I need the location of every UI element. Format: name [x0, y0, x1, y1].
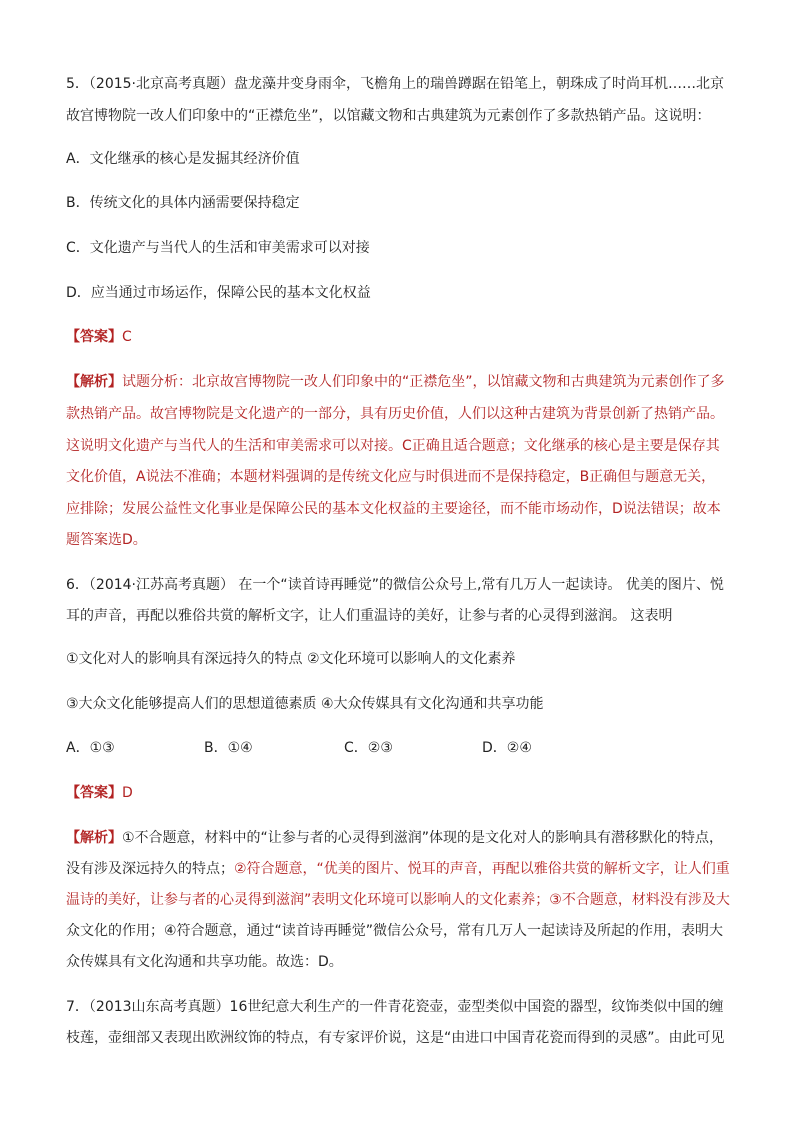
q6-statements-2: ③大众文化能够提高人们的思想道德素质 ④大众传媒具有文化沟通和共享功能: [66, 696, 544, 712]
q5-stem-line1: 5．（2015·北京高考真题）盘龙藻井变身雨伞，飞檐角上的瑞兽蹲踞在铅笔上，朝珠成了时尚耳机……北京: [66, 76, 724, 92]
q5-answer-value: C: [122, 329, 132, 345]
q6-stem-line2: 耳的声音，再配以雅俗共赏的解析文字，让人们重温诗的美好，让参与者的心灵得到滋润。 这表明: [66, 608, 673, 624]
q5-answer-label: 【答案】: [66, 329, 122, 345]
q7-stem-line2: 枝莲，壶细部又表现出欧洲纹饰的特点，有专家评价说，这是“由进口中国青花瓷而得到的灵感”。由此可见: [66, 1030, 725, 1046]
q6-analysis-line4: 众文化的作用；④符合题意，通过“读首诗再睡觉”微信公众号，常有几万人一起读诗及所起的作用，表明大: [66, 923, 724, 939]
q6-option-b: B．①④: [204, 740, 253, 756]
q5-analysis-label: 【解析】: [66, 374, 122, 390]
q6-analysis-line3: [66, 890, 734, 910]
q6-analysis-line5: 众传媒具有文化沟通和共享功能。故选：D。: [66, 954, 343, 970]
q6-analysis-label: 【解析】: [66, 830, 122, 846]
q6-analysis-text3b: ③不合题意，材料没有涉及大: [549, 892, 730, 908]
q6-analysis-text3a: 温诗的美好，让参与者的心灵得到滋润”表明文化环境可以影响人的文化素养；: [66, 892, 550, 908]
q5-answer: [66, 327, 734, 347]
q6-answer: [66, 783, 734, 803]
q6-answer-label: 【答案】: [66, 785, 122, 801]
q5-analysis-line5: 应排除；发展公益性文化事业是保障公民的基本文化权益的主要途径，而不能市场动作，D说法错误；故本: [66, 501, 721, 517]
q6-statements-1: ①文化对人的影响具有深远持久的特点 ②文化环境可以影响人的文化素养: [66, 651, 516, 667]
q6-analysis-line2: [66, 859, 734, 879]
q6-stem-line1: 6．（2014·江苏高考真题） 在一个“读首诗再睡觉”的微信公众号上,常有几万人一起读诗。 优美的图片、悦: [66, 577, 724, 593]
q5-option-b: B．传统文化的具体内涵需要保持稳定: [66, 195, 300, 211]
q5-option-a: A．文化继承的核心是发掘其经济价值: [66, 151, 300, 167]
q5-analysis-text1: 试题分析：北京故宫博物院一改人们印象中的“正襟危坐”，以馆藏文物和古典建筑为元素创作了多: [122, 374, 725, 390]
q6-option-d: D．②④: [482, 740, 532, 756]
q5-option-c: C．文化遗产与当代人的生活和审美需求可以对接: [66, 240, 370, 256]
q5-analysis-line6: 题答案选D。: [66, 532, 147, 548]
q6-analysis-text2a: 没有涉及深远持久的特点；: [66, 861, 234, 877]
q5-stem-line2: 故宫博物院一改人们印象中的“正襟危坐”，以馆藏文物和古典建筑为元素创作了多款热销产品。这说明：: [66, 108, 711, 124]
q5-analysis-line1: [66, 372, 734, 392]
q6-analysis-line1: [66, 828, 734, 848]
q6-option-a: A．①③: [66, 740, 115, 756]
q6-option-c: C．②③: [344, 740, 393, 756]
q7-stem-line1: 7．（2013山东高考真题）16世纪意大利生产的一件青花瓷壶，壶型类似中国瓷的器型，纹饰类似中国的缠: [66, 999, 724, 1015]
q5-analysis-line4: 文化价值，A说法不准确；本题材料强调的是传统文化应与时俱进而不是保持稳定，B正确但与题意无关，: [66, 469, 716, 485]
q6-analysis-text1: ①不合题意，材料中的“让参与者的心灵得到滋润”体现的是文化对人的影响具有潜移默化的特点，: [122, 830, 724, 846]
q6-analysis-text2b: ②符合题意，“优美的图片、悦耳的声音，再配以雅俗共赏的解析文字，让人们重: [234, 861, 730, 877]
q5-option-d: D．应当通过市场运作，保障公民的基本文化权益: [66, 285, 371, 301]
q5-analysis-line3: 这说明文化遗产与当代人的生活和审美需求可以对接。C正确且适合题意；文化继承的核心是主要是保存其: [66, 438, 720, 454]
q6-answer-value: D: [122, 785, 133, 801]
q5-analysis-line2: 款热销产品。故宫博物院是文化遗产的一部分，具有历史价值，人们以这种古建筑为背景创新了热销产品。: [66, 406, 724, 422]
